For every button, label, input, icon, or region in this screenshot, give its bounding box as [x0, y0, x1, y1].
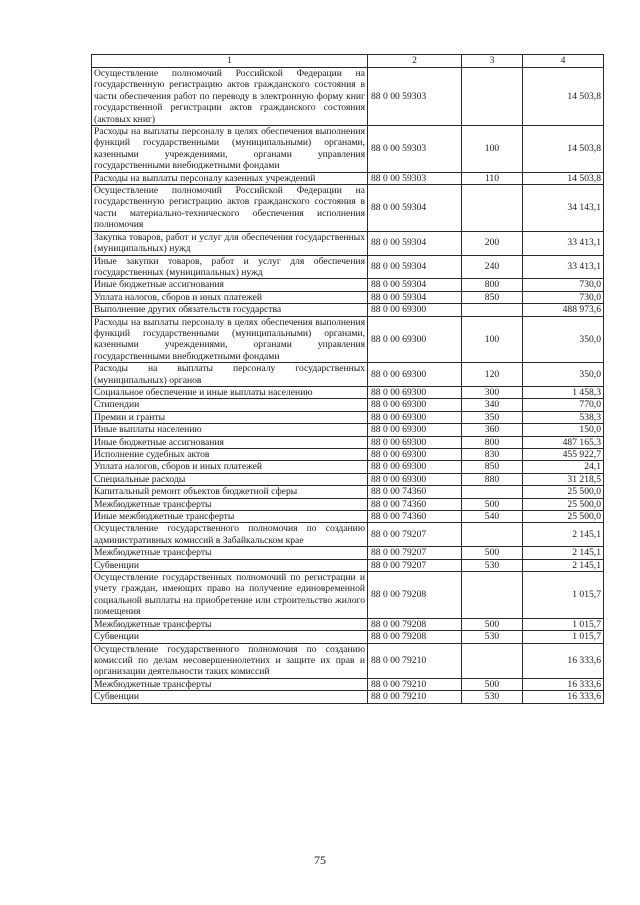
table-row [92, 172, 604, 184]
target-article-code-cell: 88 0 00 59304 [368, 231, 462, 255]
table-row [92, 691, 604, 703]
target-article-code-cell: 88 0 00 59304 [368, 185, 462, 232]
table-header-row [92, 55, 604, 68]
table-row [92, 304, 604, 316]
amount-cell: 350,0 [523, 363, 604, 387]
column-header-3: 3 [462, 55, 523, 68]
amount-cell: 16 333,6 [523, 678, 604, 690]
table-row [92, 523, 604, 547]
target-article-code-cell: 88 0 00 74360 [368, 511, 462, 523]
amount-cell: 770,0 [523, 399, 604, 411]
target-article-code-cell: 88 0 00 79208 [368, 618, 462, 630]
amount-cell: 16 333,6 [523, 643, 604, 678]
table-row [92, 547, 604, 559]
table-row [92, 424, 604, 436]
table-row [92, 559, 604, 571]
table-row [92, 618, 604, 630]
expense-name-cell: Субвенции [92, 631, 368, 643]
target-article-code-cell: 88 0 00 59303 [368, 68, 462, 126]
page-number: 75 [314, 853, 326, 867]
target-article-code-cell: 88 0 00 79208 [368, 572, 462, 619]
target-article-code-cell: 88 0 00 59304 [368, 255, 462, 279]
expense-type-code-cell [462, 643, 523, 678]
amount-cell: 24,1 [523, 461, 604, 473]
target-article-code-cell: 88 0 00 69300 [368, 449, 462, 461]
amount-cell: 1 015,7 [523, 631, 604, 643]
expense-name-cell: Субвенции [92, 559, 368, 571]
table-row [92, 486, 604, 498]
expense-name-cell: Расходы на выплаты персоналу государственных (муниципальных) органов [92, 363, 368, 387]
expense-name-cell: Осуществление государственного полномочия по созданию комиссий по делам несовершеннолетних и защите их прав и организации деятельности таких комиссий [92, 643, 368, 678]
table-row [92, 511, 604, 523]
expense-name-cell: Осуществление полномочий Российской Федерации на государственную регистрацию актов гражданского состояния в части обеспечения работ по переводу в электронную форму книг государственной регистрации актов гражданского состояния (актовых книг) [92, 68, 368, 126]
amount-cell: 488 973,6 [523, 304, 604, 316]
amount-cell: 455 922,7 [523, 449, 604, 461]
target-article-code-cell: 88 0 00 74360 [368, 498, 462, 510]
expense-name-cell: Стипендии [92, 399, 368, 411]
target-article-code-cell: 88 0 00 59304 [368, 279, 462, 291]
expense-name-cell: Межбюджетные трансферты [92, 618, 368, 630]
amount-cell: 14 503,8 [523, 126, 604, 173]
amount-cell: 14 503,8 [523, 68, 604, 126]
table-row [92, 678, 604, 690]
expense-name-cell: Премии и гранты [92, 411, 368, 423]
expense-type-code-cell: 830 [462, 449, 523, 461]
table-row [92, 498, 604, 510]
expense-type-code-cell [462, 523, 523, 547]
amount-cell: 16 333,6 [523, 691, 604, 703]
column-header-2: 2 [368, 55, 462, 68]
table-row [92, 185, 604, 232]
amount-cell: 25 500,0 [523, 486, 604, 498]
expense-name-cell: Расходы на выплаты персоналу в целях обеспечения выполнения функций государственными (муниципальными) органами, казенными учреждениями, органами управления государственными внебюджетными фондами [92, 316, 368, 363]
expense-type-code-cell: 540 [462, 511, 523, 523]
amount-cell: 350,0 [523, 316, 604, 363]
table-row [92, 449, 604, 461]
amount-cell: 1 015,7 [523, 618, 604, 630]
expense-type-code-cell: 300 [462, 386, 523, 398]
expense-type-code-cell: 100 [462, 316, 523, 363]
amount-cell: 25 500,0 [523, 511, 604, 523]
expense-name-cell: Осуществление полномочий Российской Федерации на государственную регистрацию актов гражданского состояния в части материально-технического обеспечения исполнения полномочия [92, 185, 368, 232]
target-article-code-cell: 88 0 00 59303 [368, 172, 462, 184]
table-row [92, 316, 604, 363]
expense-name-cell: Выполнение других обязательств государства [92, 304, 368, 316]
target-article-code-cell: 88 0 00 69300 [368, 473, 462, 485]
target-article-code-cell: 88 0 00 79210 [368, 691, 462, 703]
expense-type-code-cell: 240 [462, 255, 523, 279]
target-article-code-cell: 88 0 00 69300 [368, 461, 462, 473]
expense-name-cell: Межбюджетные трансферты [92, 498, 368, 510]
amount-cell: 1 015,7 [523, 572, 604, 619]
expense-type-code-cell: 530 [462, 691, 523, 703]
target-article-code-cell: 88 0 00 79210 [368, 678, 462, 690]
table-row [92, 126, 604, 173]
target-article-code-cell: 88 0 00 59303 [368, 126, 462, 173]
table-row [92, 363, 604, 387]
amount-cell: 33 413,1 [523, 255, 604, 279]
expense-name-cell: Уплата налогов, сборов и иных платежей [92, 461, 368, 473]
target-article-code-cell: 88 0 00 69300 [368, 363, 462, 387]
table-row [92, 461, 604, 473]
expense-name-cell: Специальные расходы [92, 473, 368, 485]
expense-type-code-cell [462, 572, 523, 619]
table-row [92, 436, 604, 448]
table-row [92, 255, 604, 279]
table-row [92, 411, 604, 423]
expense-name-cell: Закупка товаров, работ и услуг для обеспечения государственных (муниципальных) нужд [92, 231, 368, 255]
table-row [92, 231, 604, 255]
table-body [92, 55, 604, 704]
expense-type-code-cell: 500 [462, 618, 523, 630]
expense-type-code-cell: 500 [462, 678, 523, 690]
expense-type-code-cell: 100 [462, 126, 523, 173]
table-row [92, 643, 604, 678]
expense-name-cell: Социальное обеспечение и иные выплаты населению [92, 386, 368, 398]
target-article-code-cell: 88 0 00 69300 [368, 304, 462, 316]
expense-name-cell: Осуществление государственного полномочия по созданию административных комиссий в Забайкальском крае [92, 523, 368, 547]
expense-name-cell: Межбюджетные трансферты [92, 547, 368, 559]
expense-type-code-cell: 800 [462, 279, 523, 291]
amount-cell: 31 218,5 [523, 473, 604, 485]
table-row [92, 473, 604, 485]
expense-type-code-cell: 530 [462, 559, 523, 571]
target-article-code-cell: 88 0 00 69300 [368, 411, 462, 423]
amount-cell: 150,0 [523, 424, 604, 436]
table-row [92, 572, 604, 619]
expense-type-code-cell [462, 185, 523, 232]
expense-name-cell: Расходы на выплаты персоналу в целях обеспечения выполнения функций государственными (муниципальными) органами, казенными учреждениями, органами управления государственными внебюджетными фондами [92, 126, 368, 173]
table-row [92, 291, 604, 303]
amount-cell: 730,0 [523, 291, 604, 303]
amount-cell: 2 145,1 [523, 523, 604, 547]
target-article-code-cell: 88 0 00 69300 [368, 424, 462, 436]
budget-table [91, 54, 604, 704]
table-row [92, 631, 604, 643]
amount-cell: 2 145,1 [523, 559, 604, 571]
expense-name-cell: Иные выплаты населению [92, 424, 368, 436]
expense-name-cell: Иные бюджетные ассигнования [92, 279, 368, 291]
expense-type-code-cell: 360 [462, 424, 523, 436]
table-row [92, 386, 604, 398]
table-row [92, 279, 604, 291]
expense-name-cell: Исполнение судебных актов [92, 449, 368, 461]
expense-type-code-cell: 340 [462, 399, 523, 411]
amount-cell: 34 143,1 [523, 185, 604, 232]
amount-cell: 487 165,3 [523, 436, 604, 448]
table-row [92, 399, 604, 411]
expense-type-code-cell: 500 [462, 498, 523, 510]
amount-cell: 730,0 [523, 279, 604, 291]
table-row [92, 68, 604, 126]
amount-cell: 538,3 [523, 411, 604, 423]
target-article-code-cell: 88 0 00 79207 [368, 547, 462, 559]
expense-type-code-cell [462, 68, 523, 126]
expense-type-code-cell: 200 [462, 231, 523, 255]
expense-type-code-cell [462, 304, 523, 316]
expense-name-cell: Уплата налогов, сборов и иных платежей [92, 291, 368, 303]
target-article-code-cell: 88 0 00 59304 [368, 291, 462, 303]
amount-cell: 33 413,1 [523, 231, 604, 255]
expense-type-code-cell [462, 486, 523, 498]
column-header-1: 1 [92, 55, 368, 68]
target-article-code-cell: 88 0 00 79207 [368, 559, 462, 571]
target-article-code-cell: 88 0 00 79207 [368, 523, 462, 547]
target-article-code-cell: 88 0 00 69300 [368, 386, 462, 398]
expense-name-cell: Межбюджетные трансферты [92, 678, 368, 690]
expense-name-cell: Иные закупки товаров, работ и услуг для обеспечения государственных (муниципальных) нужд [92, 255, 368, 279]
expense-name-cell: Капитальный ремонт объектов бюджетной сферы [92, 486, 368, 498]
expense-type-code-cell: 350 [462, 411, 523, 423]
target-article-code-cell: 88 0 00 69300 [368, 316, 462, 363]
target-article-code-cell: 88 0 00 74360 [368, 486, 462, 498]
expense-type-code-cell: 120 [462, 363, 523, 387]
expense-type-code-cell: 110 [462, 172, 523, 184]
expense-name-cell: Иные межбюджетные трансферты [92, 511, 368, 523]
expense-name-cell: Расходы на выплаты персоналу казенных учреждений [92, 172, 368, 184]
expense-type-code-cell: 880 [462, 473, 523, 485]
target-article-code-cell: 88 0 00 69300 [368, 436, 462, 448]
amount-cell: 2 145,1 [523, 547, 604, 559]
amount-cell: 1 458,3 [523, 386, 604, 398]
expense-type-code-cell: 850 [462, 291, 523, 303]
target-article-code-cell: 88 0 00 79210 [368, 643, 462, 678]
expense-type-code-cell: 800 [462, 436, 523, 448]
target-article-code-cell: 88 0 00 79208 [368, 631, 462, 643]
target-article-code-cell: 88 0 00 69300 [368, 399, 462, 411]
expense-type-code-cell: 530 [462, 631, 523, 643]
expense-name-cell: Субвенции [92, 691, 368, 703]
amount-cell: 14 503,8 [523, 172, 604, 184]
expense-type-code-cell: 500 [462, 547, 523, 559]
expense-type-code-cell: 850 [462, 461, 523, 473]
amount-cell: 25 500,0 [523, 498, 604, 510]
expense-name-cell: Иные бюджетные ассигнования [92, 436, 368, 448]
column-header-4: 4 [523, 55, 604, 68]
expense-name-cell: Осуществление государственных полномочий по регистрации и учету граждан, имеющих право на получение единовременной социальной выплаты на приобретение или строительство жилого помещения [92, 572, 368, 619]
